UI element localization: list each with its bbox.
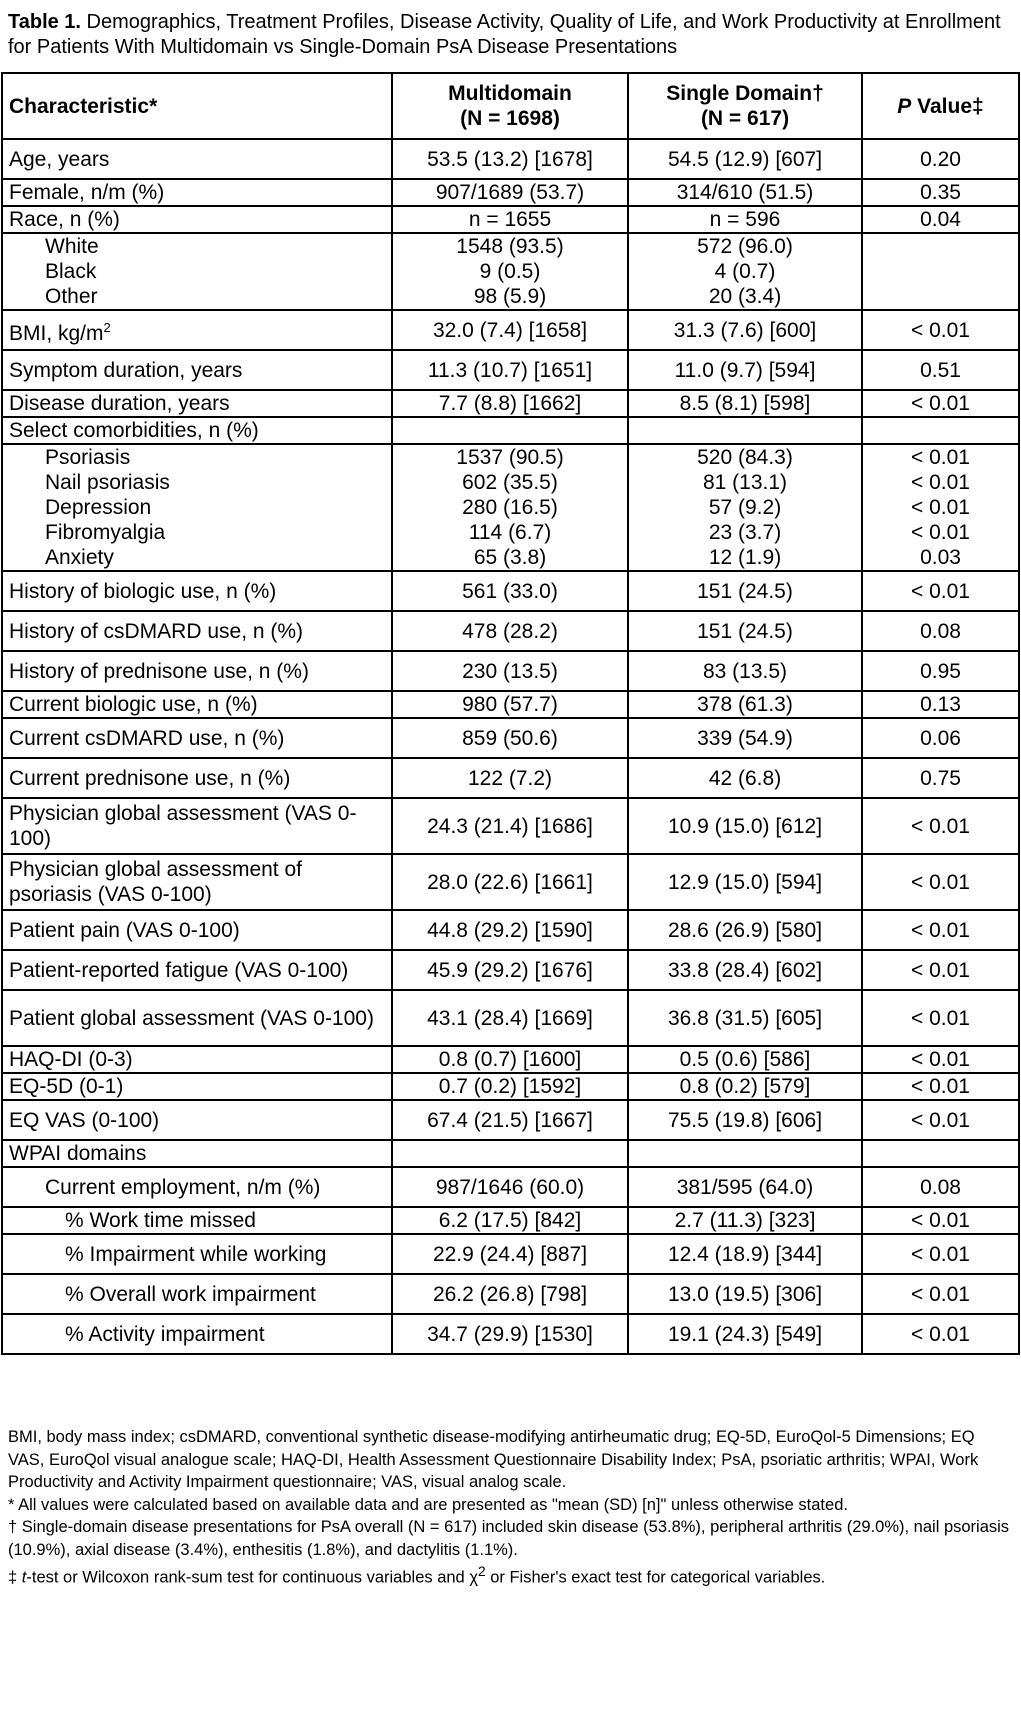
cell-characteristic-sup: 2	[103, 319, 111, 335]
cell-multidomain: 280 (16.5)	[392, 495, 628, 520]
cell-multidomain	[392, 417, 628, 444]
cell-p-value: 0.13	[862, 691, 1019, 718]
cell-single-domain: 31.3 (7.6) [600]	[628, 310, 862, 350]
cell-p-value: < 0.01	[862, 310, 1019, 350]
cell-multidomain: 67.4 (21.5) [1667]	[392, 1100, 628, 1140]
cell-single-domain: 42 (6.8)	[628, 758, 862, 798]
cell-single-domain: 75.5 (19.8) [606]	[628, 1100, 862, 1140]
cell-single-domain: 10.9 (15.0) [612]	[628, 798, 862, 854]
cell-p-value: < 0.01	[862, 1207, 1019, 1234]
table-row	[2, 470, 1019, 495]
header-single-label: Single Domain†	[666, 82, 824, 105]
footnote-ddagger-b: or Fisher's exact test for categorical variables.	[485, 1568, 826, 1587]
cell-characteristic: WPAI domains	[2, 1140, 392, 1167]
table-row	[2, 1100, 1019, 1140]
cell-characteristic: Depression	[2, 495, 392, 520]
cell-characteristic: Physician global assessment (VAS 0-100)	[2, 798, 392, 854]
cell-multidomain: 230 (13.5)	[392, 651, 628, 691]
cell-multidomain: 22.9 (24.4) [887]	[392, 1234, 628, 1274]
cell-single-domain: 19.1 (24.3) [549]	[628, 1314, 862, 1354]
cell-p-value: 0.04	[862, 206, 1019, 233]
table-row	[2, 390, 1019, 417]
demographics-table	[1, 72, 1020, 1355]
cell-p-value: < 0.01	[862, 444, 1019, 470]
cell-single-domain: 28.6 (26.9) [580]	[628, 910, 862, 950]
cell-p-value: < 0.01	[862, 990, 1019, 1046]
cell-p-value: 0.35	[862, 179, 1019, 206]
footnote-dagger	[8, 1516, 1013, 1561]
table-caption-text: Demographics, Treatment Profiles, Disease Activity, Quality of Life, and Work Productivity at Enrollment for Patients With Multidomain vs Single-Domain PsA Disease Presentations	[8, 11, 1001, 58]
cell-p-value: < 0.01	[862, 1046, 1019, 1073]
footnote-star: * All values were calculated based on available data and are presented as "mean (SD) [n]" unless otherwise stated.	[8, 1495, 848, 1514]
cell-p-value: < 0.01	[862, 950, 1019, 990]
table-row	[2, 310, 1019, 350]
table-row	[2, 854, 1019, 910]
cell-multidomain: 7.7 (8.8) [1662]	[392, 390, 628, 417]
cell-multidomain: 65 (3.8)	[392, 545, 628, 571]
cell-p-value: < 0.01	[862, 1314, 1019, 1354]
header-multidomain-n: (N = 1698)	[460, 107, 560, 130]
cell-p-value: < 0.01	[862, 1100, 1019, 1140]
cell-characteristic: Physician global assessment of psoriasis (VAS 0-100)	[2, 854, 392, 910]
cell-multidomain: 26.2 (26.8) [798]	[392, 1274, 628, 1314]
cell-multidomain: 32.0 (7.4) [1658]	[392, 310, 628, 350]
cell-characteristic: Race, n (%)	[2, 206, 392, 233]
table-footnotes	[8, 1426, 1013, 1589]
footnote-ddagger-symbol: ‡	[8, 1568, 18, 1587]
table-row	[2, 718, 1019, 758]
cell-characteristic: EQ-5D (0-1)	[2, 1073, 392, 1100]
cell-single-domain: 572 (96.0)	[628, 233, 862, 259]
cell-p-value	[862, 284, 1019, 310]
header-p-rest: Value‡	[911, 94, 984, 118]
header-single-n: (N = 617)	[700, 107, 790, 130]
cell-p-value: < 0.01	[862, 571, 1019, 611]
cell-characteristic: Patient global assessment (VAS 0-100)	[2, 990, 392, 1046]
footnote-abbreviations: BMI, body mass index; csDMARD, conventional synthetic disease-modifying antirheumatic drug; EQ-5D, EuroQol-5 Dimensions; EQ VAS, EuroQol visual analogue scale; HAQ-DI, Health Assessment Questionnaire Disability Index; PsA, psoriatic arthritis; WPAI, Work Productivity and Activity Impairment questionnaire; VAS, visual analog scale.	[8, 1428, 979, 1491]
cell-characteristic: Patient pain (VAS 0-100)	[2, 910, 392, 950]
cell-single-domain: 20 (3.4)	[628, 284, 862, 310]
cell-single-domain: 36.8 (31.5) [605]	[628, 990, 862, 1046]
cell-multidomain: 602 (35.5)	[392, 470, 628, 495]
header-characteristic: Characteristic*	[2, 73, 392, 139]
cell-p-value: 0.08	[862, 1167, 1019, 1207]
cell-p-value: < 0.01	[862, 390, 1019, 417]
footnote-double-dagger	[8, 1561, 1013, 1589]
cell-characteristic: % Work time missed	[2, 1207, 392, 1234]
table-row	[2, 417, 1019, 444]
cell-characteristic: Age, years	[2, 139, 392, 179]
cell-multidomain: 53.5 (13.2) [1678]	[392, 139, 628, 179]
cell-characteristic: Fibromyalgia	[2, 520, 392, 545]
table-row	[2, 139, 1019, 179]
cell-characteristic	[2, 310, 392, 350]
cell-multidomain: 0.7 (0.2) [1592]	[392, 1073, 628, 1100]
cell-single-domain: 13.0 (19.5) [306]	[628, 1274, 862, 1314]
cell-single-domain: 12 (1.9)	[628, 545, 862, 571]
cell-p-value: 0.95	[862, 651, 1019, 691]
table-row	[2, 259, 1019, 284]
cell-multidomain: 11.3 (10.7) [1651]	[392, 350, 628, 390]
cell-characteristic: % Activity impairment	[2, 1314, 392, 1354]
cell-single-domain: 8.5 (8.1) [598]	[628, 390, 862, 417]
cell-p-value	[862, 1140, 1019, 1167]
cell-multidomain: 0.8 (0.7) [1600]	[392, 1046, 628, 1073]
cell-multidomain: 24.3 (21.4) [1686]	[392, 798, 628, 854]
cell-characteristic: % Impairment while working	[2, 1234, 392, 1274]
cell-p-value: < 0.01	[862, 470, 1019, 495]
footnote-ddagger-sup: 2	[477, 1564, 486, 1579]
cell-characteristic: Current biologic use, n (%)	[2, 691, 392, 718]
cell-characteristic: EQ VAS (0-100)	[2, 1100, 392, 1140]
cell-p-value: < 0.01	[862, 1234, 1019, 1274]
table-row	[2, 1046, 1019, 1073]
table-row	[2, 691, 1019, 718]
cell-characteristic: History of csDMARD use, n (%)	[2, 611, 392, 651]
cell-single-domain: 57 (9.2)	[628, 495, 862, 520]
cell-multidomain: 980 (57.7)	[392, 691, 628, 718]
table-row	[2, 611, 1019, 651]
cell-characteristic: Female, n/m (%)	[2, 179, 392, 206]
cell-p-value: < 0.01	[862, 1073, 1019, 1100]
cell-single-domain	[628, 1140, 862, 1167]
header-multidomain-label: Multidomain	[448, 82, 572, 105]
table-row	[2, 545, 1019, 571]
table-row	[2, 1167, 1019, 1207]
table-row	[2, 520, 1019, 545]
cell-multidomain: 34.7 (29.9) [1530]	[392, 1314, 628, 1354]
table-row	[2, 1140, 1019, 1167]
cell-characteristic: White	[2, 233, 392, 259]
cell-single-domain: 0.8 (0.2) [579]	[628, 1073, 862, 1100]
table-row	[2, 495, 1019, 520]
cell-multidomain: n = 1655	[392, 206, 628, 233]
cell-multidomain: 1537 (90.5)	[392, 444, 628, 470]
table-row	[2, 571, 1019, 611]
cell-p-value: < 0.01	[862, 910, 1019, 950]
cell-p-value: 0.75	[862, 758, 1019, 798]
table-row	[2, 179, 1019, 206]
table-row	[2, 284, 1019, 310]
cell-p-value: 0.51	[862, 350, 1019, 390]
table-row	[2, 1207, 1019, 1234]
table-row	[2, 233, 1019, 259]
footnote-ddagger-a: -test or Wilcoxon rank-sum test for continuous variables and χ	[26, 1568, 478, 1587]
cell-single-domain: 12.9 (15.0) [594]	[628, 854, 862, 910]
cell-single-domain: n = 596	[628, 206, 862, 233]
cell-single-domain: 33.8 (28.4) [602]	[628, 950, 862, 990]
cell-multidomain: 44.8 (29.2) [1590]	[392, 910, 628, 950]
cell-characteristic: Symptom duration, years	[2, 350, 392, 390]
cell-single-domain: 520 (84.3)	[628, 444, 862, 470]
cell-single-domain: 378 (61.3)	[628, 691, 862, 718]
cell-single-domain: 151 (24.5)	[628, 611, 862, 651]
cell-multidomain: 98 (5.9)	[392, 284, 628, 310]
footnote-dagger-text: Single-domain disease presentations for PsA overall (N = 617) included skin disease (53.8%), peripheral arthritis (29.0%), nail psoriasis (10.9%), axial disease (3.4%), enthesitis (1.8%), and dactylitis (1.1%).	[8, 1518, 1010, 1559]
cell-p-value: 0.03	[862, 545, 1019, 571]
table-row	[2, 350, 1019, 390]
cell-single-domain: 0.5 (0.6) [586]	[628, 1046, 862, 1073]
table-row	[2, 206, 1019, 233]
cell-single-domain: 151 (24.5)	[628, 571, 862, 611]
cell-p-value	[862, 233, 1019, 259]
cell-single-domain: 81 (13.1)	[628, 470, 862, 495]
cell-p-value	[862, 259, 1019, 284]
cell-p-value: < 0.01	[862, 854, 1019, 910]
cell-multidomain: 114 (6.7)	[392, 520, 628, 545]
cell-characteristic-text: BMI, kg/m	[9, 321, 104, 345]
table-row	[2, 990, 1019, 1046]
cell-single-domain: 314/610 (51.5)	[628, 179, 862, 206]
cell-multidomain: 43.1 (28.4) [1669]	[392, 990, 628, 1046]
table-row	[2, 798, 1019, 854]
cell-single-domain: 11.0 (9.7) [594]	[628, 350, 862, 390]
cell-multidomain: 28.0 (22.6) [1661]	[392, 854, 628, 910]
cell-characteristic: Other	[2, 284, 392, 310]
cell-single-domain: 23 (3.7)	[628, 520, 862, 545]
table-caption	[8, 10, 1013, 60]
cell-multidomain: 9 (0.5)	[392, 259, 628, 284]
cell-multidomain: 478 (28.2)	[392, 611, 628, 651]
cell-multidomain: 987/1646 (60.0)	[392, 1167, 628, 1207]
cell-p-value	[862, 417, 1019, 444]
header-p-italic: P	[897, 94, 912, 118]
cell-characteristic: Psoriasis	[2, 444, 392, 470]
cell-p-value: < 0.01	[862, 798, 1019, 854]
table-row	[2, 1073, 1019, 1100]
table-row	[2, 1314, 1019, 1354]
cell-characteristic: Current employment, n/m (%)	[2, 1167, 392, 1207]
table-row	[2, 950, 1019, 990]
footnote-dagger-symbol: †	[8, 1518, 18, 1536]
cell-single-domain: 83 (13.5)	[628, 651, 862, 691]
cell-multidomain: 6.2 (17.5) [842]	[392, 1207, 628, 1234]
table-row	[2, 910, 1019, 950]
cell-multidomain: 859 (50.6)	[392, 718, 628, 758]
cell-characteristic: Anxiety	[2, 545, 392, 571]
cell-p-value: < 0.01	[862, 520, 1019, 545]
cell-multidomain: 122 (7.2)	[392, 758, 628, 798]
table-caption-label: Table 1.	[8, 11, 81, 33]
cell-characteristic: Current prednisone use, n (%)	[2, 758, 392, 798]
cell-characteristic: Patient-reported fatigue (VAS 0-100)	[2, 950, 392, 990]
table-row	[2, 651, 1019, 691]
cell-single-domain: 12.4 (18.9) [344]	[628, 1234, 862, 1274]
cell-single-domain: 54.5 (12.9) [607]	[628, 139, 862, 179]
cell-single-domain: 339 (54.9)	[628, 718, 862, 758]
cell-multidomain	[392, 1140, 628, 1167]
cell-multidomain: 907/1689 (53.7)	[392, 179, 628, 206]
header-row	[2, 73, 1019, 139]
table-row	[2, 1274, 1019, 1314]
cell-p-value: 0.06	[862, 718, 1019, 758]
footnote-ddagger-italic: t	[21, 1568, 27, 1587]
cell-single-domain: 4 (0.7)	[628, 259, 862, 284]
cell-multidomain: 1548 (93.5)	[392, 233, 628, 259]
cell-characteristic: Black	[2, 259, 392, 284]
table-row	[2, 444, 1019, 470]
cell-characteristic: Nail psoriasis	[2, 470, 392, 495]
cell-characteristic: Disease duration, years	[2, 390, 392, 417]
cell-characteristic: History of prednisone use, n (%)	[2, 651, 392, 691]
cell-single-domain	[628, 417, 862, 444]
cell-p-value: < 0.01	[862, 1274, 1019, 1314]
cell-multidomain: 45.9 (29.2) [1676]	[392, 950, 628, 990]
cell-characteristic: HAQ-DI (0-3)	[2, 1046, 392, 1073]
cell-single-domain: 381/595 (64.0)	[628, 1167, 862, 1207]
table-row	[2, 1234, 1019, 1274]
header-single-domain	[628, 73, 862, 139]
header-multidomain	[392, 73, 628, 139]
cell-characteristic: Current csDMARD use, n (%)	[2, 718, 392, 758]
table-row	[2, 758, 1019, 798]
header-p-value	[862, 73, 1019, 139]
cell-characteristic: Select comorbidities, n (%)	[2, 417, 392, 444]
cell-multidomain: 561 (33.0)	[392, 571, 628, 611]
cell-p-value: < 0.01	[862, 495, 1019, 520]
cell-p-value: 0.20	[862, 139, 1019, 179]
cell-characteristic: % Overall work impairment	[2, 1274, 392, 1314]
table-body	[2, 139, 1019, 1354]
cell-characteristic: History of biologic use, n (%)	[2, 571, 392, 611]
cell-p-value: 0.08	[862, 611, 1019, 651]
cell-single-domain: 2.7 (11.3) [323]	[628, 1207, 862, 1234]
